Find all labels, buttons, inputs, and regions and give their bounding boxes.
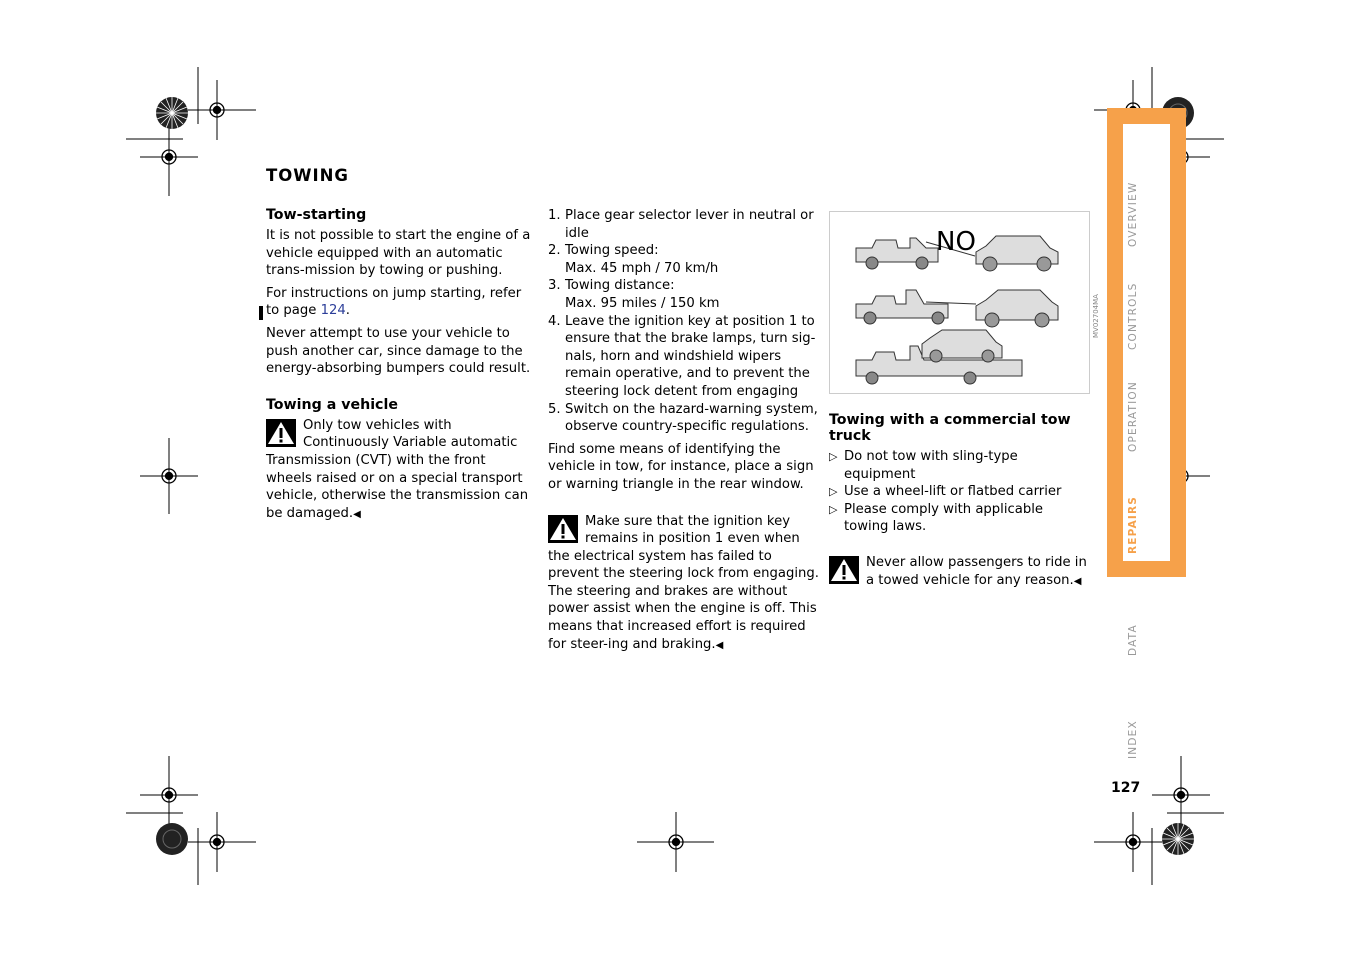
change-bar bbox=[259, 306, 263, 320]
column-2 bbox=[548, 207, 820, 654]
jump-start-ref-text: For instructions on jump starting, refer to page bbox=[266, 285, 522, 319]
page-number: 127 bbox=[1111, 780, 1141, 796]
page-link-124[interactable]: 124 bbox=[320, 303, 346, 319]
list-item: 1. Place gear selector lever in neutral or idle bbox=[548, 208, 814, 241]
towing-figure bbox=[829, 211, 1100, 394]
triangle-bullet-icon: ▷ bbox=[829, 485, 838, 499]
tab-data[interactable]: DATA bbox=[1127, 624, 1139, 656]
warning-triangle-icon bbox=[548, 515, 578, 543]
heading-towing-vehicle: Towing a vehicle bbox=[266, 396, 398, 413]
tab-operation[interactable]: OPERATION bbox=[1127, 381, 1139, 452]
power-assist-text: The steering and brakes are without power assist when the engine is off. This means that increased effort is required for steer-ing and braking. bbox=[548, 583, 817, 652]
warning-triangle-icon bbox=[266, 419, 296, 447]
list-item: 4. Leave the ignition key at position 1 to ensure that the brake lamps, turn sig-nals, horn and windshield wipers remain operative, and to prevent the steering lock detent from engaging bbox=[548, 313, 816, 399]
triangle-bullet-icon: ▷ bbox=[829, 502, 838, 516]
ignition-warning-text: Make sure that the ignition key remains in position 1 even when the electrical system has failed to prevent the steering lock from engaging. bbox=[548, 513, 819, 582]
end-marker: ◀ bbox=[715, 639, 724, 651]
tab-overview[interactable]: OVERVIEW bbox=[1127, 181, 1139, 247]
list-item: ▷ Please comply with applicable towing laws. bbox=[829, 501, 1043, 535]
list-item: 3. Towing distance: Max. 95 miles / 150 km bbox=[548, 278, 720, 311]
end-marker: ◀ bbox=[1073, 575, 1082, 587]
heading-commercial-tow: Towing with a commercial tow truck bbox=[829, 412, 1071, 444]
column-3 bbox=[829, 412, 1089, 590]
column-1 bbox=[266, 207, 534, 523]
tow-truck-illustration bbox=[830, 212, 1100, 393]
no-label: NO bbox=[936, 227, 976, 257]
ignition-warning-block bbox=[548, 513, 820, 655]
list-item: ▷ Do not tow with sling-type equipment bbox=[829, 449, 1018, 482]
list-item: 2. Towing speed: Max. 45 mph / 70 km/h bbox=[548, 243, 719, 276]
towing-steps-list bbox=[548, 207, 820, 436]
list-item: ▷ Use a wheel-lift or flatbed carrier bbox=[829, 484, 1062, 500]
cvt-warning-text: Only tow vehicles with Continuously Variable automatic Transmission (CVT) with the front wheels raised or on a special transport vehicle, otherwise the transmission can be damaged. bbox=[266, 417, 529, 521]
passenger-warning-text: Never allow passengers to ride in a towed vehicle for any reason. bbox=[866, 554, 1087, 588]
identify-vehicle-para: Find some means of identifying the vehicle in tow, for instance, place a sign or warning triangle in the rear window. bbox=[548, 441, 814, 492]
tab-index[interactable]: INDEX bbox=[1127, 720, 1139, 759]
passenger-warning-block bbox=[829, 554, 1089, 590]
list-item: 5. Switch on the hazard-warning system, observe country-specific regulations. bbox=[548, 401, 818, 435]
cvt-warning-block bbox=[266, 417, 534, 524]
tab-controls[interactable]: CONTROLS bbox=[1127, 282, 1139, 350]
jump-start-ref-end: . bbox=[345, 303, 350, 319]
end-marker: ◀ bbox=[353, 508, 361, 520]
triangle-bullet-icon: ▷ bbox=[829, 450, 838, 463]
tow-starting-para-2 bbox=[266, 285, 534, 320]
figure-code: MV02704MA bbox=[1092, 294, 1100, 338]
commercial-tow-list bbox=[829, 448, 1089, 536]
tow-starting-para-1: It is not possible to start the engine of a vehicle equipped with an automatic trans-mission by towing or pushing. bbox=[266, 228, 531, 279]
section-title: TOWING bbox=[266, 166, 349, 185]
tow-starting-para-3: Never attempt to use your vehicle to push another car, since damage to the energy-absorbing bumpers could result. bbox=[266, 325, 531, 377]
tab-repairs[interactable]: REPAIRS bbox=[1127, 495, 1139, 554]
heading-tow-starting: Tow-starting bbox=[266, 207, 367, 223]
warning-triangle-icon bbox=[829, 556, 859, 584]
